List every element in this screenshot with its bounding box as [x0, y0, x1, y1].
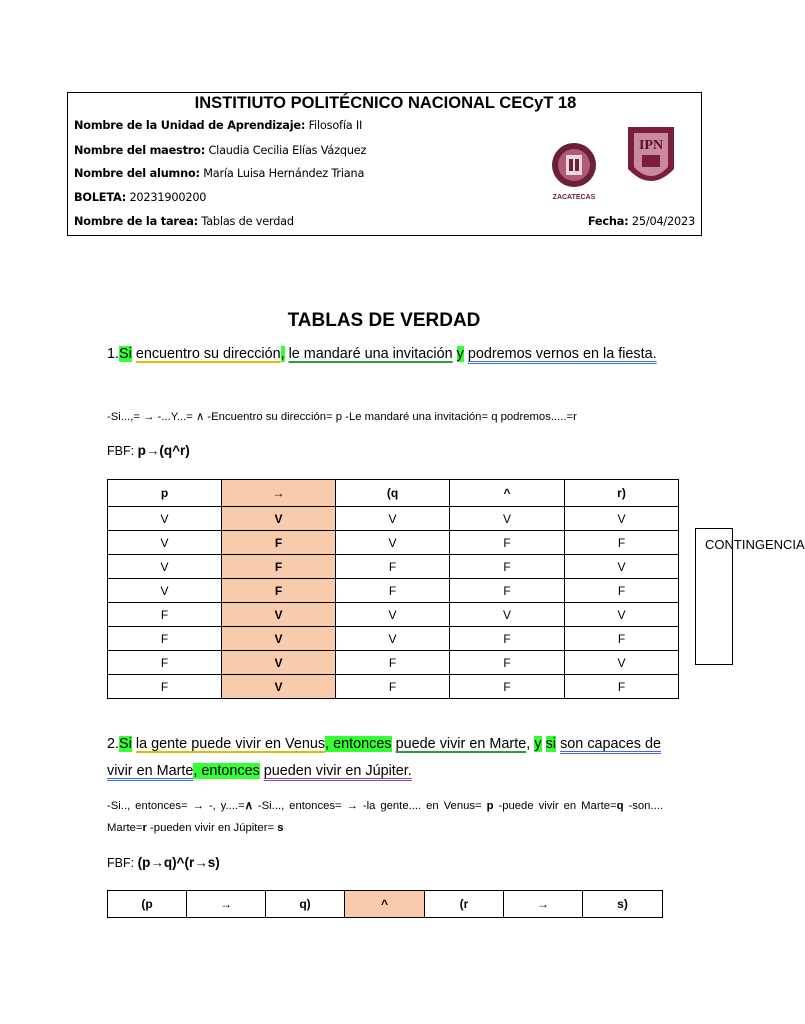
table-cell: V [108, 555, 222, 579]
ex2-legend-var: s [277, 822, 284, 834]
ex1-number: 1. [107, 346, 120, 362]
teacher-label: Nombre del maestro: [74, 144, 206, 157]
table-cell: F [336, 675, 450, 699]
ex2-legend-var: q [616, 800, 624, 812]
header-cell: → [187, 891, 266, 918]
table-cell: F [565, 627, 679, 651]
table-cell: V [565, 651, 679, 675]
table-cell: V [108, 507, 222, 531]
cecyt-logo-icon [546, 139, 602, 205]
logo-caption: ZACATECAS [552, 194, 596, 201]
ex2-comma: , [526, 736, 531, 752]
table-cell: V [450, 507, 565, 531]
ex2-legend-symbol: ∧ [244, 800, 253, 812]
student-label: Nombre del alumno: [74, 167, 200, 180]
header-cell: ^ [450, 480, 565, 507]
table-cell: V [565, 507, 679, 531]
header-cell: → [504, 891, 583, 918]
table-cell: F [108, 627, 222, 651]
header-cell: ^ [345, 891, 425, 918]
header-cell: → [222, 480, 336, 507]
ex1-fbf-formula: p→(q^r) [137, 443, 190, 458]
table-cell: F [565, 531, 679, 555]
ex2-legend-var: r [142, 822, 147, 834]
ex2-fbf-label: FBF: [107, 856, 135, 870]
ex1-fbf-label: FBF: [107, 444, 135, 458]
table-cell: F [565, 675, 679, 699]
table-cell: F [450, 627, 565, 651]
ex2-legend-part: -Si..., entonces= → -la gente.... en Venus= [252, 800, 482, 812]
table-row [108, 531, 679, 555]
table-cell: F [108, 675, 222, 699]
table-cell: F [450, 675, 565, 699]
table-cell: V [222, 627, 336, 651]
table-cell: V [108, 531, 222, 555]
unit-value: Filosofía II [308, 119, 363, 132]
table-cell: F [222, 555, 336, 579]
ex2-proposition-r: son capaces de vivir en Marte [107, 736, 662, 779]
table-cell: V [336, 627, 450, 651]
ex1-si: Si [119, 346, 132, 362]
truth-table-1 [107, 479, 679, 699]
ex2-legend-part: -pueden vivir en Júpiter= [146, 822, 275, 834]
ex1-proposition-p: encuentro su dirección [135, 346, 281, 362]
result-label: CONTINGENCIA [705, 537, 805, 552]
header-cell: (q [336, 480, 450, 507]
institute-title: INSTITIUTO POLITÉCNICO NACIONAL CECyT 18 [194, 94, 577, 112]
boleta-value: 20231900200 [129, 191, 207, 204]
ex2-legend-part: -puede vivir en Marte= [493, 800, 617, 812]
ex2-proposition-q: puede vivir en Marte [395, 736, 527, 752]
table-cell: V [222, 603, 336, 627]
table-row [108, 555, 679, 579]
table-cell: F [336, 579, 450, 603]
table-cell: V [336, 603, 450, 627]
table-row [108, 507, 679, 531]
table-cell: V [108, 579, 222, 603]
ex1-legend: -Si...,= → -...Y...= ∧ -Encuentro su dirección= p -Le mandaré una invitación= q podremos.....=r [107, 411, 577, 423]
student-value: María Luisa Hernández Triana [203, 167, 365, 180]
ex1-y: y [456, 346, 464, 362]
table-row [108, 675, 679, 699]
truth-table-2 [107, 890, 663, 918]
ex2-number: 2. [107, 736, 120, 752]
ex2-fbf-formula: (p→q)^(r→s) [137, 855, 220, 870]
ex2-legend-part: -son.... Marte= [107, 800, 663, 834]
boleta-label: BOLETA: [74, 191, 127, 204]
table-cell: V [336, 531, 450, 555]
exercise-2-statement [107, 731, 661, 785]
table-cell: V [565, 603, 679, 627]
header-cell: p [108, 480, 222, 507]
ex2-legend-var: p [486, 800, 494, 812]
table-cell: F [336, 651, 450, 675]
ex1-proposition-r: podremos vernos en la fiesta. [467, 346, 657, 362]
table-cell: V [222, 651, 336, 675]
ex2-legend-part: -Si.., entonces= → -, y....= [107, 800, 245, 812]
boleta-line [74, 191, 206, 204]
table-header-row [108, 480, 679, 507]
ex2-fbf [107, 855, 220, 870]
exercise-1-statement [107, 341, 661, 368]
ex2-proposition-p: la gente puede vivir en Venus [135, 736, 326, 752]
table-cell: F [450, 651, 565, 675]
table-cell: F [450, 579, 565, 603]
header-cell: r) [565, 480, 679, 507]
table-cell: V [565, 555, 679, 579]
table-cell: F [450, 555, 565, 579]
header-cell: s) [583, 891, 663, 918]
ex2-entonces-2: , entonces [193, 763, 260, 779]
table-cell: F [222, 531, 336, 555]
teacher-value: Claudia Cecilia Elías Vázquez [208, 144, 367, 157]
page-title: TABLAS DE VERDAD [287, 310, 481, 331]
ipn-logo-icon [622, 119, 680, 195]
ex2-entonces-1: , entonces [325, 736, 392, 752]
ipn-text: IPN [638, 138, 664, 153]
ex2-y: y [534, 736, 542, 752]
table-row [108, 627, 679, 651]
header-cell: q) [266, 891, 345, 918]
table-cell: F [108, 651, 222, 675]
ex1-fbf [107, 443, 190, 458]
table-cell: F [222, 579, 336, 603]
header-cell: (r [425, 891, 504, 918]
task-value: Tablas de verdad [201, 215, 294, 228]
ex1-proposition-q: le mandaré una invitación [288, 346, 453, 362]
table-row [108, 579, 679, 603]
unit-line [74, 119, 362, 132]
date-line [588, 215, 695, 228]
table-cell: F [565, 579, 679, 603]
table-cell: V [336, 507, 450, 531]
task-line [74, 215, 294, 228]
date-label: Fecha: [587, 215, 629, 228]
table-cell: V [450, 603, 565, 627]
table-cell: F [450, 531, 565, 555]
header-cell: (p [108, 891, 187, 918]
student-line [74, 167, 364, 180]
ex2-si: Si [119, 736, 132, 752]
unit-label: Nombre de la Unidad de Aprendizaje: [74, 119, 306, 132]
table-cell: V [222, 507, 336, 531]
table-header-row [108, 891, 663, 918]
table-cell: F [336, 555, 450, 579]
header-box [67, 92, 702, 236]
teacher-line [74, 144, 366, 157]
ex2-legend [107, 795, 663, 839]
table-row [108, 651, 679, 675]
ex2-si-2: si [545, 736, 556, 752]
table-row [108, 603, 679, 627]
task-label: Nombre de la tarea: [74, 215, 198, 228]
date-value: 25/04/2023 [631, 215, 695, 228]
table-cell: V [222, 675, 336, 699]
ex1-comma: , [280, 346, 285, 362]
ex2-proposition-s: pueden vivir en Júpiter. [263, 763, 412, 779]
table-cell: F [108, 603, 222, 627]
